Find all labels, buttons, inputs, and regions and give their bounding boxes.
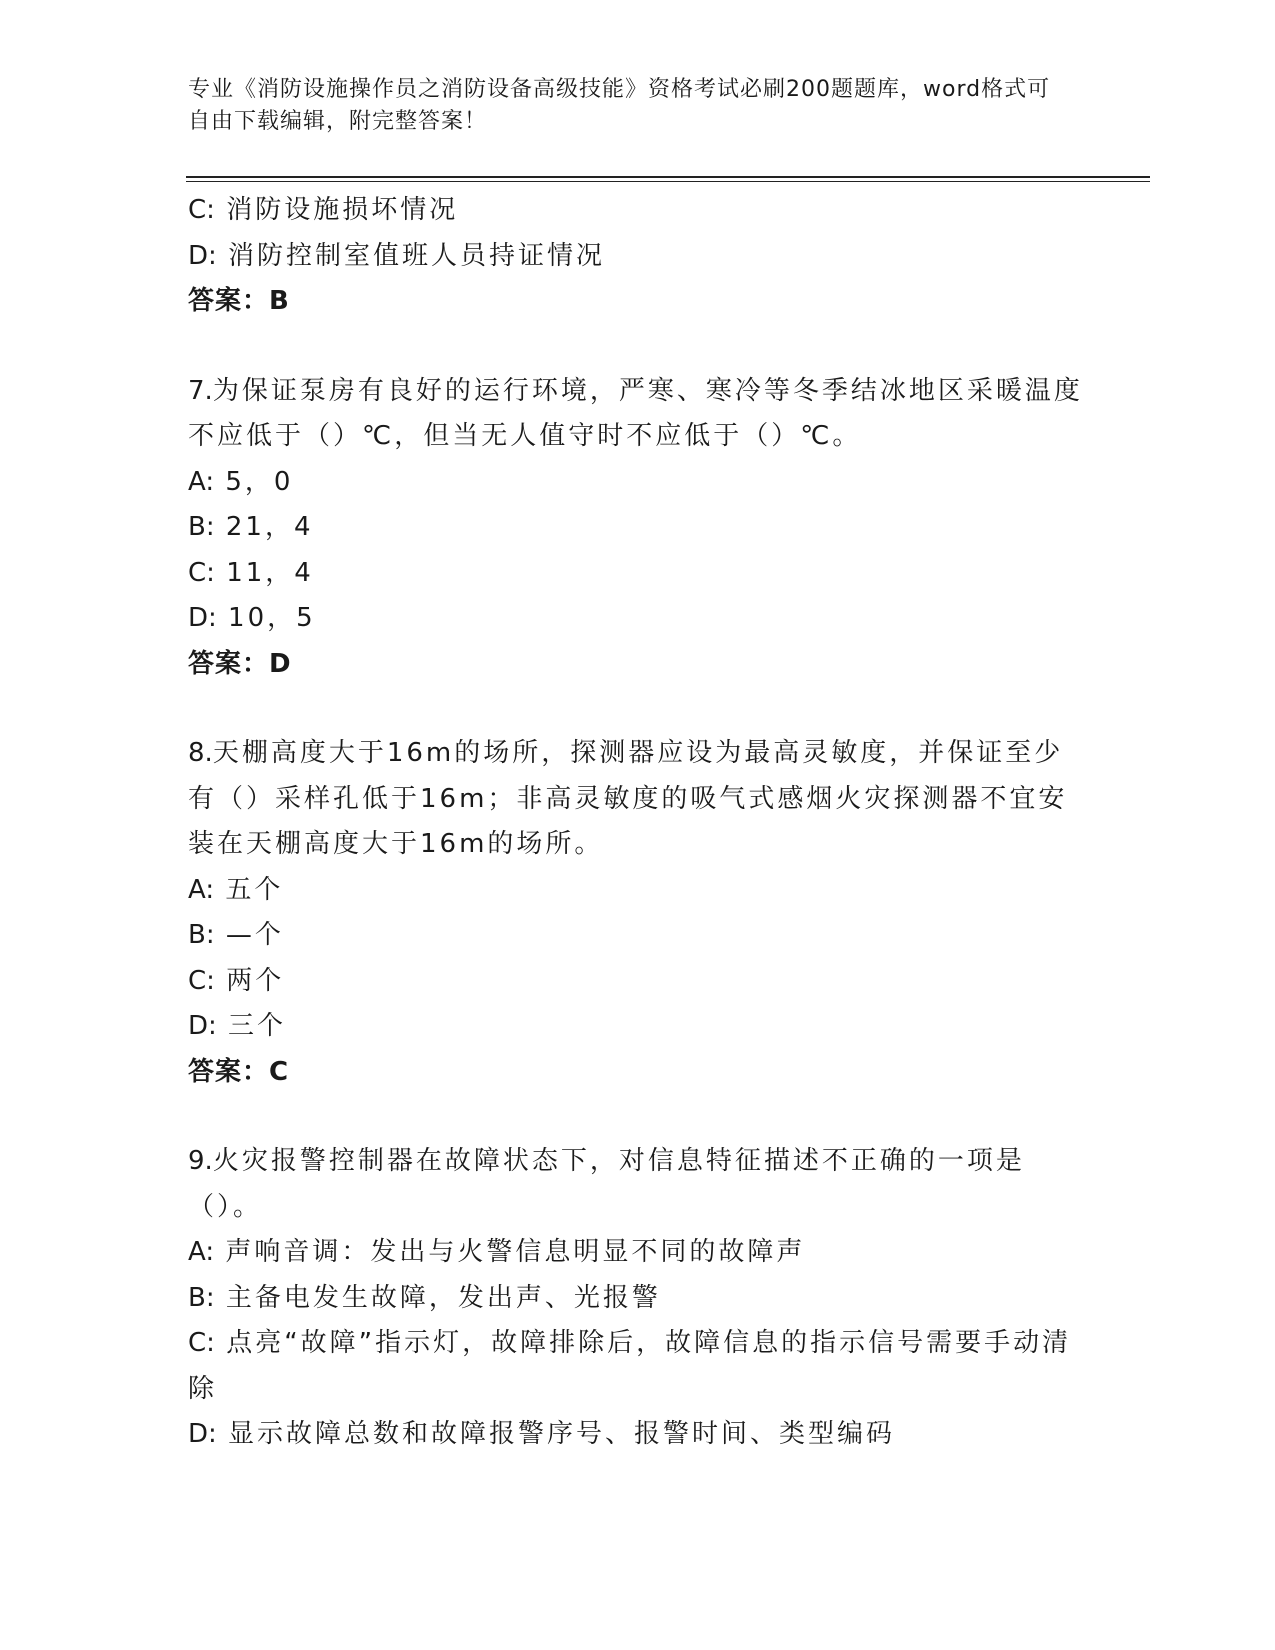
option-letter: B: bbox=[188, 512, 215, 542]
option-text: 声响音调：发出与火警信息明显不同的故障声 bbox=[225, 1237, 806, 1267]
option-text: —个 bbox=[225, 920, 284, 950]
option-b bbox=[188, 913, 1088, 959]
option-c bbox=[188, 1321, 1088, 1412]
answer: 答案：D bbox=[188, 648, 292, 679]
option-a bbox=[188, 460, 1088, 506]
option-text: 5，0 bbox=[225, 466, 294, 497]
question-stem bbox=[188, 731, 1088, 868]
answer: 答案：B bbox=[188, 286, 290, 316]
option-letter: A: bbox=[188, 874, 215, 905]
option-letter: C: bbox=[188, 965, 215, 996]
option-text: 10，5 bbox=[228, 603, 316, 633]
option-d bbox=[188, 1412, 1088, 1458]
option-letter: D: bbox=[188, 603, 217, 633]
question-9 bbox=[188, 1139, 1088, 1458]
question-text: 为保证泵房有良好的运行环境，严寒、寒冷等冬季结冰地区采暖温度不应低于（）℃，但当无人值守时不应低于（）℃。 bbox=[188, 375, 1083, 451]
option-letter: D: bbox=[188, 1011, 217, 1041]
option-text: 消防控制室值班人员持证情况 bbox=[228, 240, 606, 271]
option-letter: B: bbox=[188, 920, 215, 950]
question-number: 8. bbox=[188, 738, 213, 768]
question-number: 9. bbox=[188, 1146, 213, 1176]
option-text: 点亮“故障”指示灯，故障排除后，故障信息的指示信号需要手动清除 bbox=[188, 1328, 1072, 1404]
question-8 bbox=[188, 731, 1088, 1095]
option-letter: D: bbox=[188, 240, 217, 271]
option-letter: A: bbox=[188, 466, 215, 497]
option-letter: C: bbox=[188, 195, 215, 225]
option-letter: B: bbox=[188, 1282, 215, 1313]
option-letter: C: bbox=[188, 1328, 215, 1358]
question-number: 7. bbox=[188, 375, 213, 406]
question-text: 天棚高度大于16m的场所，探测器应设为最高灵敏度，并保证至少有（）采样孔低于16m；非高灵敏度的吸气式感烟火灾探测器不宜安装在天棚高度大于16m的场所。 bbox=[188, 738, 1068, 859]
header-divider-thick bbox=[186, 176, 1150, 178]
question-text: 火灾报警控制器在故障状态下，对信息特征描述不正确的一项是（）。 bbox=[188, 1146, 1025, 1222]
option-text: 五个 bbox=[225, 874, 284, 905]
option-c bbox=[188, 959, 1088, 1005]
option-c bbox=[188, 188, 1088, 234]
option-a bbox=[188, 1230, 1088, 1276]
page-header: 专业《消防设施操作员之消防设备高级技能》资格考试必刷200题题库，word格式可自由下载编辑，附完整答案！ bbox=[188, 77, 1051, 134]
question-6 bbox=[188, 188, 1088, 325]
option-letter: C: bbox=[188, 557, 215, 588]
option-text: 21，4 bbox=[225, 512, 314, 542]
question-stem bbox=[188, 369, 1088, 460]
option-text: 显示故障总数和故障报警序号、报警时间、类型编码 bbox=[228, 1419, 896, 1449]
option-letter: A: bbox=[188, 1237, 215, 1267]
header-divider-thin bbox=[186, 181, 1150, 182]
option-b bbox=[188, 505, 1088, 551]
option-text: 消防设施损坏情况 bbox=[226, 195, 459, 225]
question-7 bbox=[188, 369, 1088, 688]
option-text: 主备电发生故障，发出声、光报警 bbox=[225, 1282, 661, 1313]
option-d bbox=[188, 1004, 1088, 1050]
option-d bbox=[188, 234, 1088, 280]
option-letter: D: bbox=[188, 1419, 217, 1449]
question-content bbox=[188, 188, 1088, 1458]
option-d bbox=[188, 596, 1088, 642]
option-text: 两个 bbox=[226, 965, 285, 996]
question-stem bbox=[188, 1139, 1088, 1230]
answer: 答案：C bbox=[188, 1056, 290, 1087]
option-a bbox=[188, 868, 1088, 914]
option-text: 三个 bbox=[228, 1011, 287, 1041]
option-c bbox=[188, 551, 1088, 597]
option-text: 11，4 bbox=[226, 557, 314, 588]
option-b bbox=[188, 1276, 1088, 1322]
